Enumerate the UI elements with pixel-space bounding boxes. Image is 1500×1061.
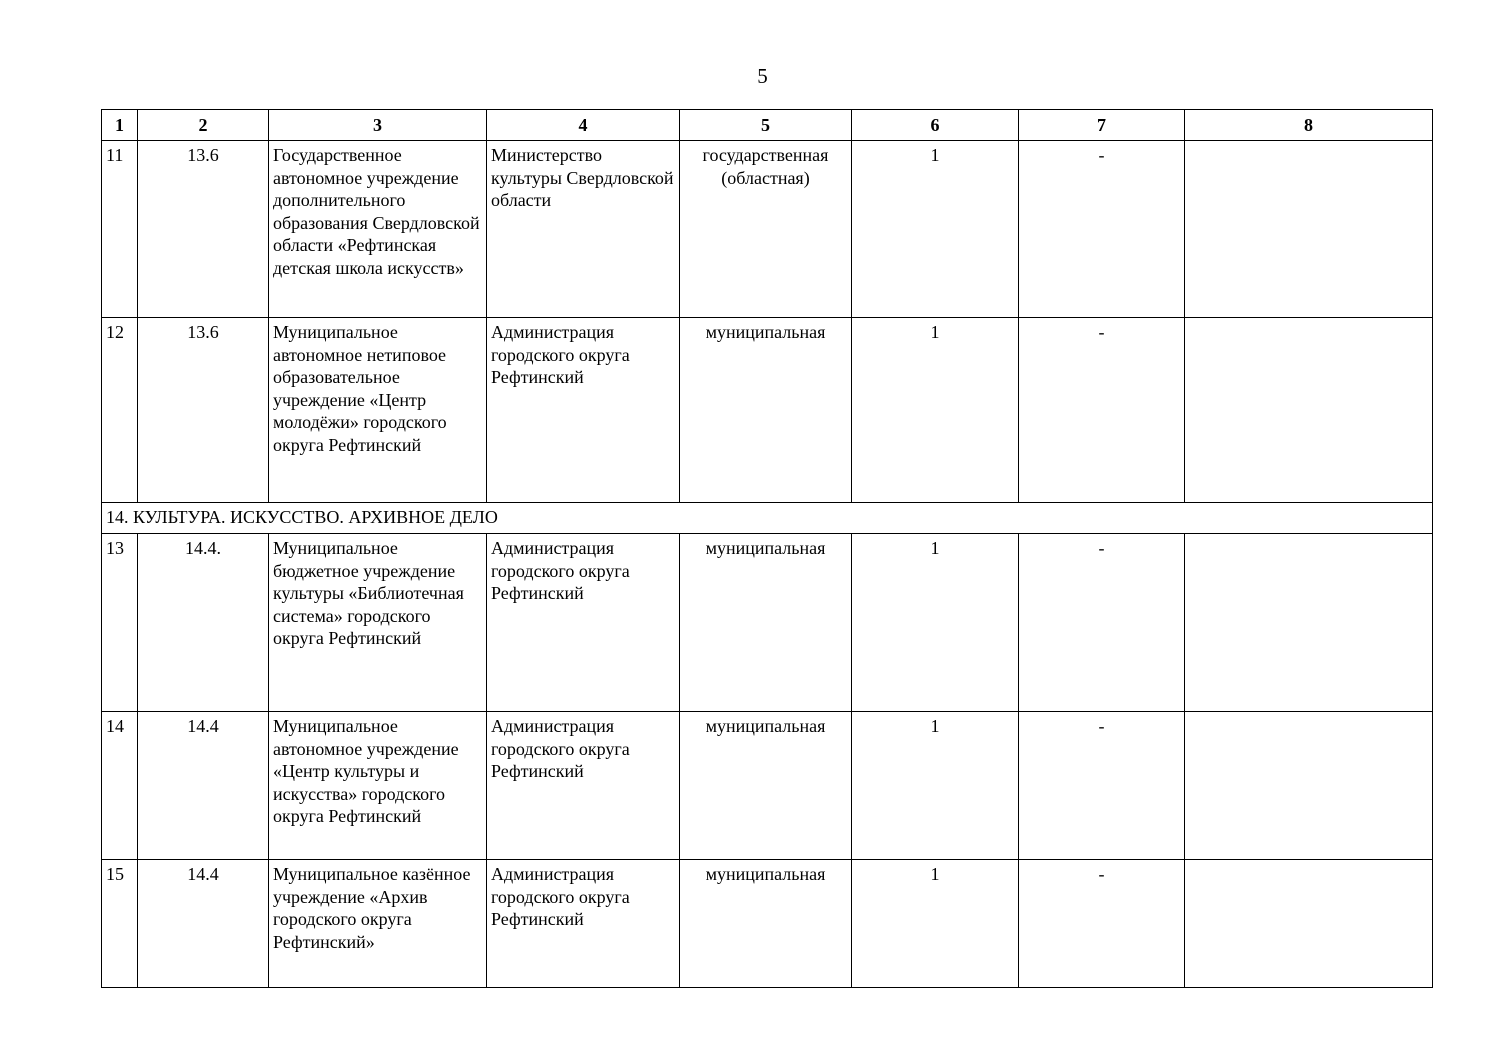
row-ownership: муниципальная xyxy=(680,318,852,503)
row-ownership: муниципальная xyxy=(680,860,852,988)
row-count: 1 xyxy=(852,318,1019,503)
row-institution-name: Муниципальное бюджетное учреждение культуры «Библиотечная система» городского округа Рефтинский xyxy=(269,534,487,712)
header-col-4: 4 xyxy=(487,110,680,141)
header-col-8: 8 xyxy=(1185,110,1433,141)
row-ownership: муниципальная xyxy=(680,712,852,860)
row-count: 1 xyxy=(852,860,1019,988)
row-institution-name: Муниципальное казённое учреждение «Архив городского округа Рефтинский» xyxy=(269,860,487,988)
row-institution-name: Государственное автономное учреждение дополнительного образования Свердловской области «Рефтинская детская школа искусств» xyxy=(269,141,487,318)
row-col7: - xyxy=(1019,141,1185,318)
row-number: 11 xyxy=(102,141,138,318)
row-code: 13.6 xyxy=(138,141,269,318)
page-number: 5 xyxy=(757,64,768,88)
header-col-5: 5 xyxy=(680,110,852,141)
row-number: 13 xyxy=(102,534,138,712)
header-col-1: 1 xyxy=(102,110,138,141)
table-row xyxy=(102,318,1433,503)
header-row xyxy=(102,110,1433,141)
row-col8 xyxy=(1185,712,1433,860)
section-title: 14. КУЛЬТУРА. ИСКУССТВО. АРХИВНОЕ ДЕЛО xyxy=(102,503,1433,534)
row-founder: Администрация городского округа Рефтинский xyxy=(487,534,680,712)
row-founder: Администрация городского округа Рефтинский xyxy=(487,318,680,503)
row-code: 14.4 xyxy=(138,712,269,860)
row-code: 13.6 xyxy=(138,318,269,503)
section-row xyxy=(102,503,1433,534)
row-code: 14.4 xyxy=(138,860,269,988)
row-founder: Министерство культуры Свердловской области xyxy=(487,141,680,318)
header-col-3: 3 xyxy=(269,110,487,141)
table-row xyxy=(102,534,1433,712)
row-number: 12 xyxy=(102,318,138,503)
row-col7: - xyxy=(1019,712,1185,860)
row-number: 15 xyxy=(102,860,138,988)
header-col-7: 7 xyxy=(1019,110,1185,141)
row-col8 xyxy=(1185,141,1433,318)
row-col8 xyxy=(1185,860,1433,988)
row-col7: - xyxy=(1019,318,1185,503)
header-col-6: 6 xyxy=(852,110,1019,141)
row-institution-name: Муниципальное автономное нетиповое образовательное учреждение «Центр молодёжи» городского округа Рефтинский xyxy=(269,318,487,503)
registry-table xyxy=(101,109,1433,988)
row-col7: - xyxy=(1019,534,1185,712)
row-count: 1 xyxy=(852,141,1019,318)
table-row xyxy=(102,860,1433,988)
row-institution-name: Муниципальное автономное учреждение «Центр культуры и искусства» городского округа Рефтинский xyxy=(269,712,487,860)
row-col8 xyxy=(1185,534,1433,712)
row-col7: - xyxy=(1019,860,1185,988)
row-ownership: государственная (областная) xyxy=(680,141,852,318)
table-row xyxy=(102,712,1433,860)
header-col-2: 2 xyxy=(138,110,269,141)
row-col8 xyxy=(1185,318,1433,503)
row-code: 14.4. xyxy=(138,534,269,712)
table-row xyxy=(102,141,1433,318)
row-count: 1 xyxy=(852,712,1019,860)
row-ownership: муниципальная xyxy=(680,534,852,712)
row-founder: Администрация городского округа Рефтинский xyxy=(487,712,680,860)
row-number: 14 xyxy=(102,712,138,860)
row-count: 1 xyxy=(852,534,1019,712)
row-founder: Администрация городского округа Рефтинский xyxy=(487,860,680,988)
